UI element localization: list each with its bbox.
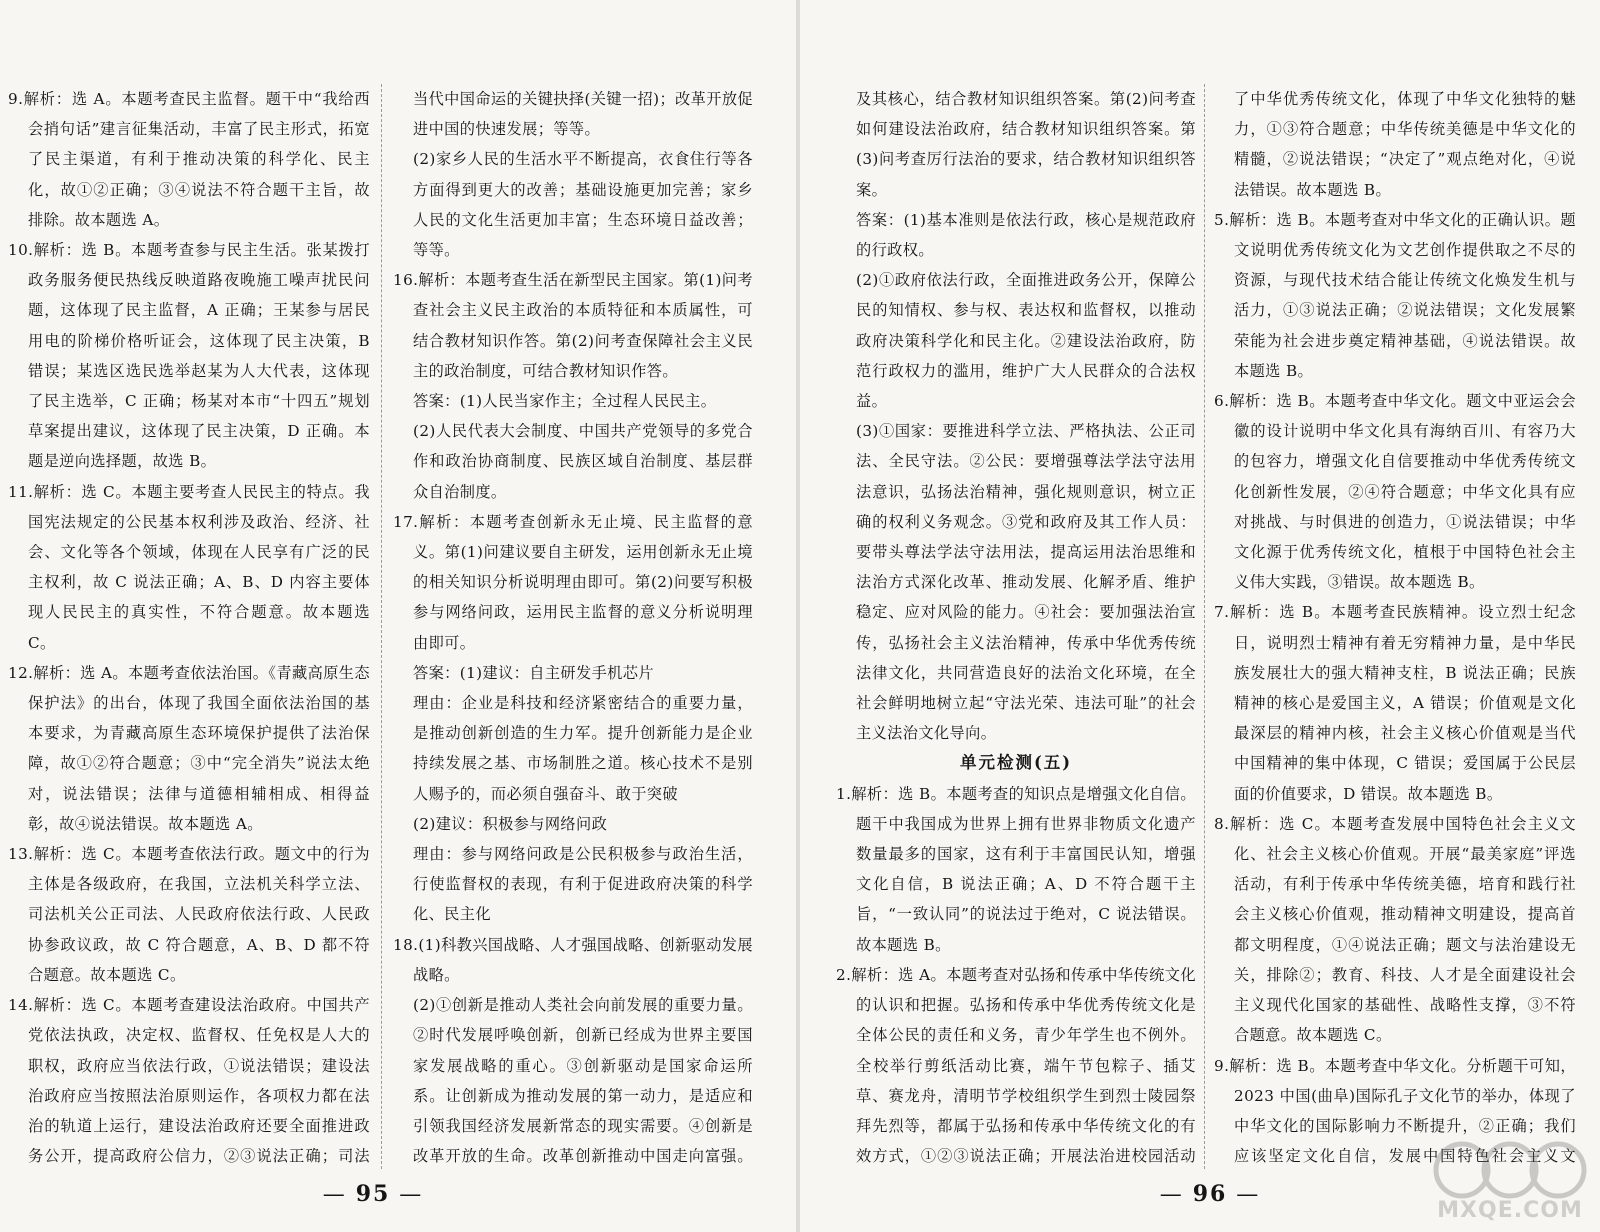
right-column-2 [1214, 84, 1576, 1169]
answer-item [8, 658, 370, 839]
answer-item [1214, 597, 1576, 808]
answer-text: 14.解析：选 C。本题考查建设法治政府。中国共产党依法执政，决定权、监督权、任免权是人大的职权，政府应当依法行政，①说法错误；建设法治政府应当按照法治原则运作，各项权力都在法治的轨道上运行，建设法治政府还要全面推进政务公开，提高政府公信力，②③说法正确；司法 [8, 996, 370, 1166]
answer-item [836, 779, 1196, 960]
answer-continuation: 答案：(1)基本准则是依法行政，核心是规范政府的行政权。 [856, 210, 1196, 260]
answer-text: 12.解析：选 A。本题考查依法治国。《青藏高原生态保护法》的出台，体现了我国全面依法治国的基本要求，为青藏高原生态环境保护提供了法治保障，故①②符合题意；③中“完全消失”说法太绝对，说法错误；法律与道德相辅相成、相得益彰，故④说法错误。故本题选 A。 [8, 663, 370, 833]
left-page [0, 0, 796, 1232]
answer-item [1214, 386, 1576, 597]
answer-text: 16.解析：本题考查生活在新型民主国家。第(1)问考查社会主义民主政治的本质特征和本质属性，可结合教材知识作答。第(2)问考查保障社会主义民主的政治制度，可结合教材知识作答。 [393, 271, 753, 380]
answer-continuation: (2)①政府依法行政，全面推进政务公开，保障公民的知情权、参与权、表达权和监督权，以推动政府决策科学化和民主化。②建设法治政府，防范行政权力的滥用，维护广大人民群众的合法权益。 [856, 271, 1196, 411]
answer-item [1214, 809, 1576, 1051]
answer-item [1214, 84, 1576, 205]
section-title: 单元检测(五) [959, 753, 1073, 773]
answer-text: 5.解析：选 B。本题考查对中华文化的正确认识。题文说明优秀传统文化为文艺创作提供取之不尽的资源，与现代技术结合能让传统文化焕发生机与活力，①③说法正确；②说法错误；文化发展繁荣能为社会进步奠定精神基础，④说法错误。故本题选 B。 [1214, 210, 1576, 380]
watermark-logo [1430, 1136, 1590, 1226]
answer-text: 10.解析：选 B。本题考查参与民主生活。张某拨打政务服务便民热线反映道路夜晚施工噪声扰民问题，这体现了民主监督，A 正确；王某参与居民用电的阶梯价格听证会，这体现了民主决策，B 错误；某选区选民选举赵某为人大代表，这体现了民主选举，C 正确；杨某对本市“十四五”规划草案提出建议，这体现了民主决策，D 正确。本题是逆向选择题，故选 B。 [8, 241, 370, 471]
left-column-2 [393, 84, 753, 1169]
column-divider [381, 84, 383, 1169]
answer-item [393, 930, 753, 1169]
answer-item [836, 960, 1196, 1169]
watermark-text: MXQE.COM [1437, 1198, 1583, 1223]
answer-continuation: (3)①国家：要推进科学立法、严格执法、公正司法、全民守法。②公民：要增强尊法学法守法用法意识，弘扬法治精神，强化规则意识，树立正确的权利义务观念。③党和政府及其工作人员：要带头尊法学法守法用法，提高运用法治思维和法治方式深化改革、推动发展、化解矛盾、维护稳定、应对风险的能力。④社会：要加强法治宣传，弘扬社会主义法治精神，传承中华优秀传统法律文化，共同营造良好的法治文化环境，在全社会鲜明地树立起“守法光荣、违法可耻”的社会主义法治文化导向。 [856, 422, 1196, 743]
left-column-1 [8, 84, 370, 1169]
answer-item [393, 84, 753, 265]
answer-item [8, 84, 370, 235]
answer-item [393, 265, 753, 507]
answer-continuation: 答案：(1)建议：自主研发手机芯片 [413, 663, 654, 682]
answer-continuation: (2)家乡人民的生活水平不断提高，衣食住行等各方面得到更大的改善；基础设施更加完善；家乡人民的文化生活更加丰富；生态环境日益改善；等等。 [413, 150, 753, 260]
answer-text: 17.解析：本题考查创新永无止境、民主监督的意义。第(1)问建议要自主研发，运用创新永无止境的相关知识分析说明理由即可。第(2)问要写积极参与网络问政，运用民主监督的意义分析说明理由即可。 [393, 512, 753, 652]
answer-text: 了中华优秀传统文化，体现了中华文化独特的魅力，①③符合题意；中华传统美德是中华文化的精髓，②说法错误；“决定了”观点绝对化，④说法错误。故本题选 B。 [1234, 90, 1576, 199]
answer-text: 7.解析：选 B。本题考查民族精神。设立烈士纪念日，说明烈士精神有着无穷精神力量，是中华民族发展壮大的强大精神支柱，B 说法正确；民族精神的核心是爱国主义，A 错误；价值观是文化最深层的精神内核，社会主义核心价值观是当代中国精神的集中体现，C 错误；爱国属于公民层面的价值要求，D 错误。故本题选 B。 [1214, 603, 1576, 803]
answer-text: 9.解析：选 B。本题考查中华文化。分析题干可知，2023 中国(曲阜)国际孔子文化节的举办，体现了中华文化的国际影响力不断提升，②正确；我们应该坚定文化自信，发展中国特色社会主义文 [1214, 1056, 1576, 1166]
answer-item [393, 507, 753, 930]
answer-item [1214, 205, 1576, 386]
answer-text: 8.解析：选 C。本题考查发展中国特色社会主义文化、社会主义核心价值观。开展“最美家庭”评选活动，有利于传承中华传统美德，培育和践行社会主义核心价值观，推动精神文明建设，提高首都文明程度，①④说法正确；题文与法治建设无关，排除②；教育、科技、人才是全面建设社会主义现代化国家的基础性、战略性支撑，③不符合题意。故本题选 C。 [1214, 814, 1576, 1045]
answer-text: 2.解析：选 A。本题考查对弘扬和传承中华传统文化的认识和把握。弘扬和传承中华优秀传统文化是全体公民的责任和义务，青少年学生也不例外。全校举行剪纸活动比赛，端午节包粽子、插艾草、赛龙舟，清明节学校组织学生到烈士陵园祭拜先烈等，都属于弘扬和传承中华传统文化的有效方式，①②③说法正确；开展法治进校园活动 [836, 965, 1196, 1166]
watermark-icon [1430, 1136, 1590, 1206]
answer-text: 及其核心，结合教材知识组织答案。第(2)问考查如何建设法治政府，结合教材知识组织答案。第(3)问考查厉行法治的要求，结合教材知识组织答案。 [856, 90, 1196, 199]
answer-item [8, 477, 370, 658]
answer-item [836, 84, 1196, 748]
answer-continuation: 答案：(1)人民当家作主；全过程人民民主。 [413, 392, 717, 411]
page-number-right: — 96 — [1159, 1181, 1261, 1207]
answer-text: 当代中国命运的关键抉择(关键一招)；改革开放促进中国的快速发展；等等。 [413, 90, 753, 139]
answer-continuation: 理由：企业是科技和经济紧密结合的重要力量，是推动创新创造的生力军。提升创新能力是企业持续发展之基、市场制胜之道。核心技术不是别人赐予的，而必须自强奋斗、敢于突破 [413, 694, 753, 803]
answer-continuation: (2)①创新是推动人类社会向前发展的重要力量。②时代发展呼唤创新，创新已经成为世界主要国家发展战略的重心。③创新驱动是国家命运所系。让创新成为推动发展的第一动力，是适应和引领我国经济发展新常态的现实需要。④创新是改革开放的生命。改革创新推动中国走向富强。 [413, 996, 753, 1166]
answer-text: 11.解析：选 C。本题主要考查人民民主的特点。我国宪法规定的公民基本权利涉及政治、经济、社会、文化等各个领域，体现在人民享有广泛的民主权利，故 C 说法正确；A、B、D 内容主要体现人民民主的真实性，不符合题意。故本题选 C。 [8, 482, 370, 652]
right-column-1 [836, 84, 1196, 1169]
right-page [800, 0, 1600, 1232]
answer-item [8, 235, 370, 477]
answer-block-19 [836, 84, 1196, 748]
page-number-left: — 95 — [322, 1181, 424, 1207]
answer-item [8, 990, 370, 1169]
unit-test-answers [836, 779, 1196, 1169]
answer-text: 13.解析：选 C。本题考查依法行政。题文中的行为主体是各级政府，在我国，立法机关科学立法、司法机关公正司法、人民政府依法行政、人民政协参政议政，故 C 符合题意，A、B、D 都不符合题意。故本题选 C。 [8, 845, 370, 984]
answer-continuation: (2)建议：积极参与网络问政 [413, 814, 608, 833]
answer-continuation: 理由：参与网络问政是公民积极参与政治生活，行使监督权的表现，有利于促进政府决策的科学化、民主化 [413, 845, 753, 924]
answer-item [8, 839, 370, 990]
answer-text: 6.解析：选 B。本题考查中华文化。题文中亚运会会徽的设计说明中华文化具有海纳百川、有容乃大的包容力，增强文化自信要推动中华优秀传统文化创新性发展，②④符合题意；中华文化具有应对挑战、与时俱进的创造力，①说法错误；中华文化源于优秀传统文化，植根于中国特色社会主义伟大实践，③错误。故本题选 B。 [1214, 392, 1576, 592]
column-divider [1204, 84, 1206, 1169]
answer-continuation: (2)人民代表大会制度、中国共产党领导的多党合作和政治协商制度、民族区域自治制度、基层群众自治制度。 [413, 422, 753, 501]
answer-text: 1.解析：选 B。本题考查的知识点是增强文化自信。题干中我国成为世界上拥有世界非物质文化遗产数量最多的国家，这有利于丰富国民认知，增强文化自信，B 说法正确；A、D 不符合题干主旨，“一致认同”的说法过于绝对，C 说法错误。故本题选 B。 [836, 784, 1196, 954]
answer-text: 18.(1)科教兴国战略、人才强国战略、创新驱动发展战略。 [393, 935, 753, 984]
answer-text: 9.解析：选 A。本题考查民主监督。题干中“我给西会捎句话”建言征集活动，丰富了民主形式，拓宽了民主渠道，有利于推动决策的科学化、民主化，故①②正确；③④说法不符合题干主旨，故排除。故本题选 A。 [8, 90, 370, 229]
